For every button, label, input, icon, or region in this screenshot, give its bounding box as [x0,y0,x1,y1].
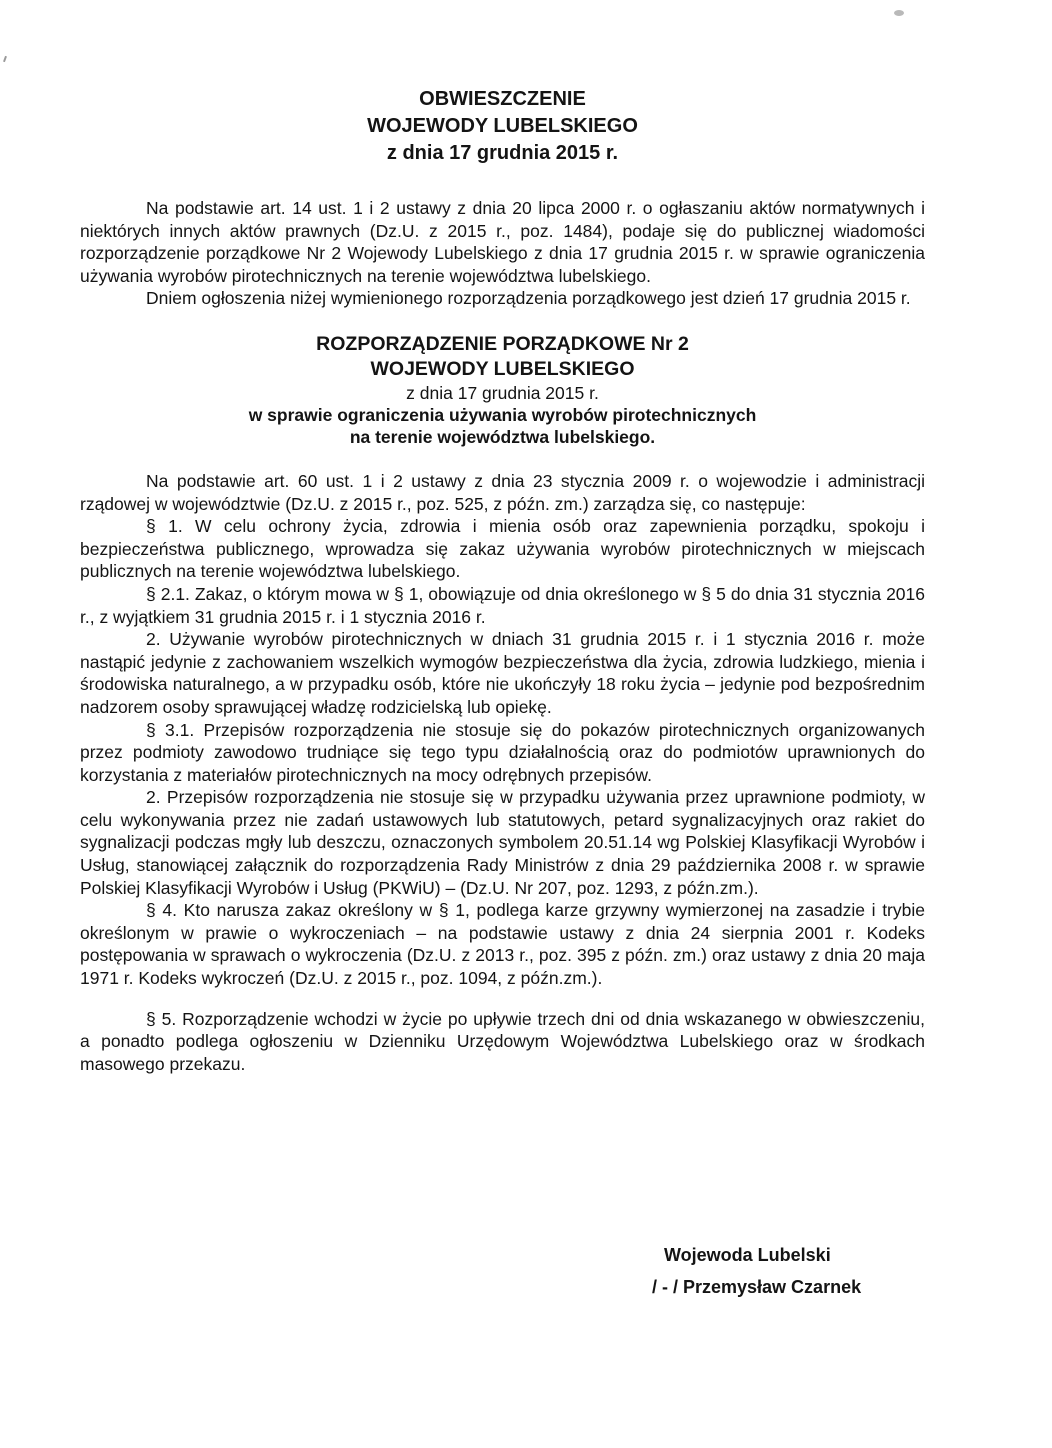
section-4: § 4. Kto narusza zakaz określony w § 1, podlega karze grzywny wymierzonej na zasadzie i trybie określonym w prawie o wykroczeniach – na podstawie ustawy z dnia 24 sierpnia 2001 r. Kodeks postępowania w sprawach o wykroczenia (Dz.U. z 2013 r., poz. 395 z późn. zm.) oraz ustawy z dnia 20 maja 1971 r. Kodeks wykroczeń (Dz.U. z 2015 r., poz. 1094, z późn.zm.). [80,900,925,989]
notice-paragraph-1: Na podstawie art. 14 ust. 1 i 2 ustawy z dnia 20 lipca 2000 r. o ogłaszaniu aktów normatywnych i niektórych innych aktów prawnych (Dz.U. z 2015 r., poz. 1484), podaje się do publicznej wiadomości rozporządzenie porządkowe Nr 2 Wojewody Lubelskiego z dnia 17 grudnia 2015 r. w sprawie ograniczenia używania wyrobów pirotechnicznych na terenie województwa lubelskiego. [80,198,925,286]
spacer [80,167,925,197]
spacer [80,448,925,470]
notice-authority: WOJEWODY LUBELSKIEGO [367,115,638,137]
scan-speck [3,56,7,62]
section-5: § 5. Rozporządzenie wchodzi w życie po upływie trzech dni od dnia wskazanego w obwieszczeniu, a ponadto podlega ogłoszeniu w Dzienniku Urzędowym Województwa Lubelskiego oraz w środkach masowego przekazu. [80,1008,925,1074]
regulation-preamble: Na podstawie art. 60 ust. 1 i 2 ustawy z dnia 23 stycznia 2009 r. o wojewodzie i administracji rządowej w województwie (Dz.U. z 2015 r., poz. 525, z późn. zm.) zarządza się, co następuje: [80,470,925,514]
regulation-title: ROZPORZĄDZENIE PORZĄDKOWE Nr 2 [316,332,689,355]
signature-role: Wojewoda Lubelski [664,1245,831,1265]
regulation-subject-line-1: w sprawie ograniczenia używania wyrobów pirotechnicznych [248,404,757,425]
regulation-subject-line-2: na terenie województwa lubelskiego. [349,426,656,447]
section-3-1: § 3.1. Przepisów rozporządzenia nie stosuje się do pokazów pirotechnicznych organizowanych przez podmioty zawodowo trudniące się tego typu działalnością oraz do podmiotów uprawnionych do korzystania z materiałów pirotechnicznych na mocy odrębnych przepisów. [80,719,925,785]
spacer [80,990,925,1008]
notice-title: OBWIESZCZENIE [419,88,586,110]
scan-mark [894,10,904,16]
regulation-date: z dnia 17 grudnia 2015 r. [406,382,599,403]
section-1: § 1. W celu ochrony życia, zdrowia i mienia osób oraz zapewnienia porządku, spokoju i bezpieczeństwa publicznego, wprowadza się zakaz używania wyrobów pirotechnicznych w miejscach publicznych na terenie województwa lubelskiego. [80,516,925,582]
signature-name: / - / Przemysław Czarnek [652,1277,862,1297]
document-body [80,86,925,1075]
notice-paragraph-2: Dniem ogłoszenia niżej wymienionego rozporządzenia porządkowego jest dzień 17 grudnia 2015 r. [146,288,911,309]
section-2-2: 2. Używanie wyrobów pirotechnicznych w dniach 31 grudnia 2015 r. i 1 stycznia 2016 r. może nastąpić jedynie z zachowaniem wszelkich wymogów bezpieczeństwa dla życia, zdrowia ludzkiego, mienia i środowiska naturalnego, a w przypadku osób, które nie ukończyły 18 roku życia – jedynie pod bezpośrednim nadzorem osoby sprawującej władzę rodzicielską lub opiekę. [80,629,925,717]
notice-date: z dnia 17 grudnia 2015 r. [386,142,619,164]
regulation-authority: WOJEWODY LUBELSKIEGO [370,357,635,380]
signature-block [652,1239,862,1303]
spacer [80,310,925,332]
section-3-2: 2. Przepisów rozporządzenia nie stosuje się w przypadku używania przez uprawnione podmioty, w celu wykonywania przez nie zadań ustawowych lub statutowych, petard sygnalizacyjnych oraz rakiet do sygnalizacji podczas mgły lub deszczu, oznaczonych symbolem 20.51.14 wg Polskiej Klasyfikacji Wyrobów i Usług, stanowiącej załącznik do rozporządzenia Rady Ministrów z dnia 29 października 2008 r. w sprawie Polskiej Klasyfikacji Wyrobów i Usług (PKWiU) – (Dz.U. Nr 207, poz. 1293, z późn.zm.). [80,787,925,898]
section-2-1: § 2.1. Zakaz, o którym mowa w § 1, obowiązuje od dnia określonego w § 5 do dnia 31 stycznia 2016 r., z wyjątkiem 31 grudnia 2015 r. i 1 stycznia 2016 r. [80,583,925,627]
